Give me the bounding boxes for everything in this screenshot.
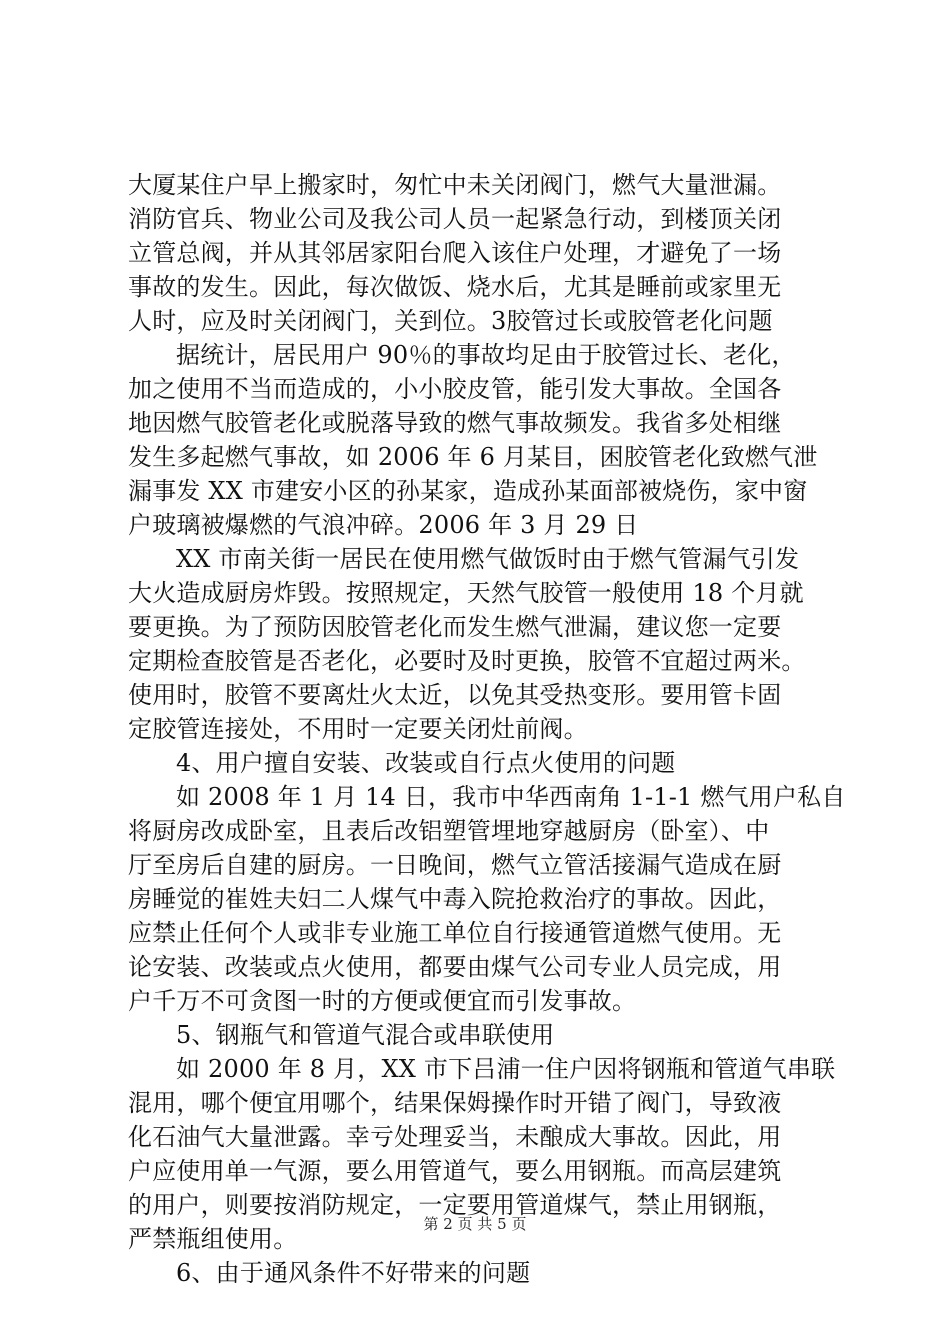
text-line: 据统计，居民用户 90％的事故均足由于胶管过长、老化， <box>176 341 796 369</box>
page-number-label: 第 2 页 共 5 页 <box>423 1215 527 1233</box>
page-footer <box>0 1214 950 1234</box>
document-body <box>128 168 846 1290</box>
text-line: 加之使用不当而造成的，小小胶皮管，能引发大事故。全国各 <box>128 375 782 403</box>
text-line: 定期检查胶管是否老化，必要时及时更换，胶管不宜超过两米。 <box>128 647 806 675</box>
text-line: 人时，应及时关闭阀门，关到位。3胶管过长或胶管老化问题 <box>128 307 773 335</box>
text-line: 4、用户擅自安装、改装或自行点火使用的问题 <box>176 749 676 777</box>
text-line: 事故的发生。因此，每次做饭、烧水后，尤其是睡前或家里无 <box>128 273 782 301</box>
text-line: 混用，哪个便宜用哪个，结果保姆操作时开错了阀门，导致液 <box>128 1089 782 1117</box>
text-line: 论安装、改装或点火使用，都要由煤气公司专业人员完成，用 <box>128 953 782 981</box>
text-line: 厅至房后自建的厨房。一日晚间，燃气立管活接漏气造成在厨 <box>128 851 782 879</box>
text-line: 户玻璃被爆燃的气浪冲碎。2006 年 3 月 29 日 <box>128 511 639 539</box>
text-line: 应禁止任何个人或非专业施工单位自行接通管道燃气使用。无 <box>128 919 782 947</box>
text-line: 的用户，则要按消防规定，一定要用管道煤气，禁止用钢瓶， <box>128 1191 782 1219</box>
text-line: 房睡觉的崔姓夫妇二人煤气中毒入院抢救治疗的事故。因此， <box>128 885 782 913</box>
text-line: 化石油气大量泄露。幸亏处理妥当，未酿成大事故。因此，用 <box>128 1123 782 1151</box>
text-line: 将厨房改成卧室，且表后改铝塑管埋地穿越厨房（卧室）、中 <box>128 817 770 845</box>
text-line: 如 2000 年 8 月，XX 市下吕浦一住户因将钢瓶和管道气串联 <box>176 1055 836 1083</box>
text-line: 户应使用单一气源，要么用管道气，要么用钢瓶。而高层建筑 <box>128 1157 782 1185</box>
text-line: 使用时，胶管不要离灶火太近，以免其受热变形。要用管卡固 <box>128 681 782 709</box>
text-line: 定胶管连接处，不用时一定要关闭灶前阀。 <box>128 715 588 743</box>
text-line: 5、钢瓶气和管道气混合或串联使用 <box>176 1021 555 1049</box>
text-line: 户千万不可贪图一时的方便或便宜而引发事故。 <box>128 987 637 1015</box>
text-line: 地因燃气胶管老化或脱落导致的燃气事故频发。我省多处相继 <box>128 409 782 437</box>
text-line: 发生多起燃气事故，如 2006 年 6 月某目，困胶管老化致燃气泄 <box>128 443 818 471</box>
text-line: 要更换。为了预防因胶管老化而发生燃气泄漏，建议您一定要 <box>128 613 782 641</box>
text-line: 漏事发 XX 市建安小区的孙某家，造成孙某面部被烧伤，家中窗 <box>128 477 808 505</box>
text-line: 立管总阀，并从其邻居家阳台爬入该住户处理，才避免了一场 <box>128 239 782 267</box>
text-line: 6、由于通风条件不好带来的问题 <box>176 1259 531 1287</box>
text-line: XX 市南关街一居民在使用燃气做饭时由于燃气管漏气引发 <box>176 545 800 573</box>
text-line: 如 2008 年 1 月 14 日，我市中华西南角 1-1-1 燃气用户私自 <box>176 783 846 811</box>
text-line: 大火造成厨房炸毁。按照规定，天然气胶管一般使用 18 个月就 <box>128 579 804 607</box>
text-line: 消防官兵、物业公司及我公司人员一起紧急行动，到楼顶关闭 <box>128 205 782 233</box>
text-line: 大厦某住户早上搬家时，匆忙中未关闭阀门，燃气大量泄漏。 <box>128 171 782 199</box>
text-line: 严禁瓶组使用。 <box>128 1225 298 1253</box>
